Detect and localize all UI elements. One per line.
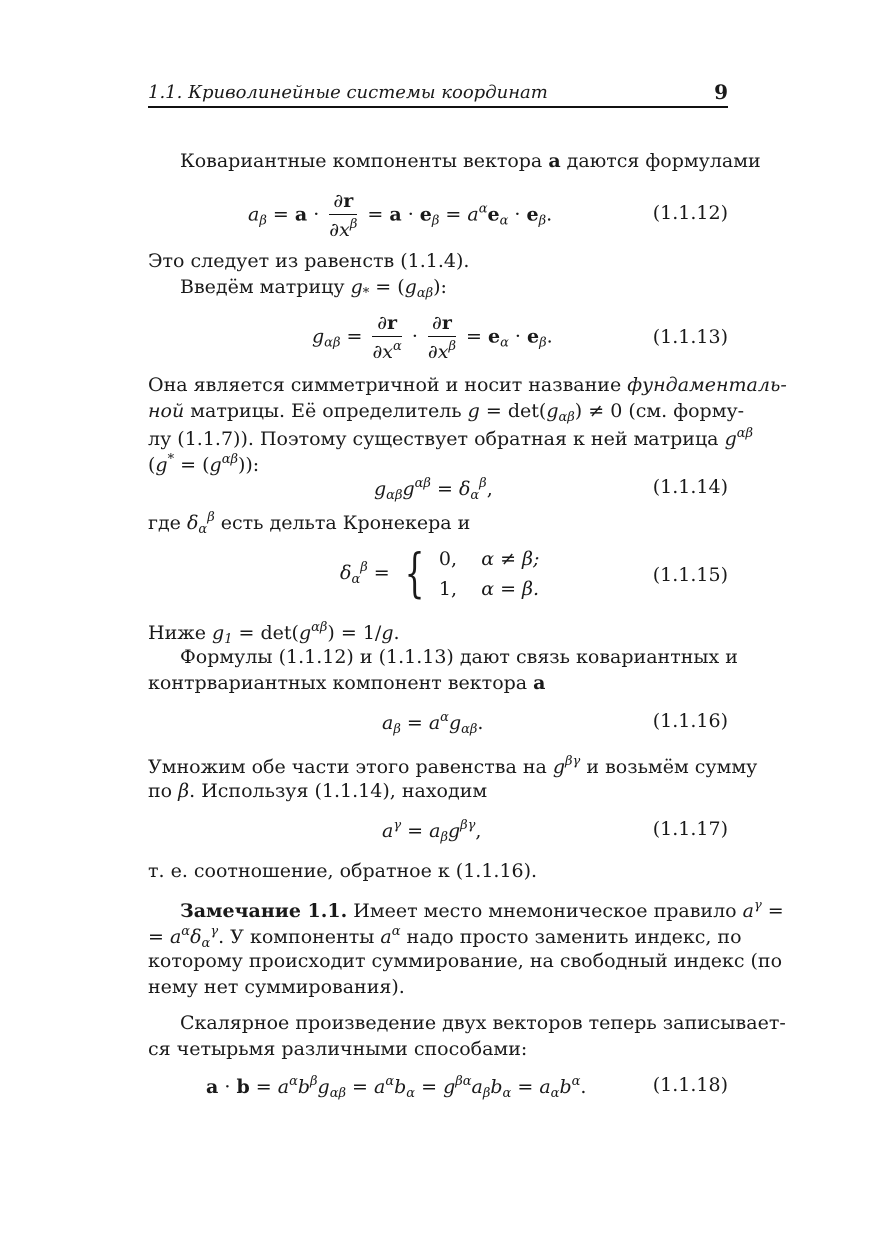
paragraph-matrix-intro: Введём матрицу $g_* = (g_{\alpha\beta})$: (180, 276, 447, 301)
equation-1-1-14: $g_{\alpha\beta}g^{\alpha\beta} = \delta_\alpha^\beta$, (374, 476, 493, 503)
paragraph-symmetric-1: Она является симметричной и носит название фундаменталь- (148, 374, 787, 396)
equation-1-1-12: $a_\beta = a$ · $\frac{\partial r}{\partial x^\beta}$ = $a \cdot e_\beta = a^\alpha e_\alpha \cdot e_\beta$. (248, 190, 553, 241)
equation-1-1-15: $\delta_\alpha^\beta$ = { 0, α ≠ β; 1, α = β. (340, 544, 540, 604)
paragraph-multiply-1: Умножим обе части этого равенства на $g^{\beta\gamma}$ и возьмём сумму (148, 754, 758, 778)
remark-line-2: = $a^\alpha\delta_\alpha^\gamma$. У компоненты $a^\alpha$ надо просто заменить индекс, по (148, 924, 742, 951)
equation-1-1-18: $a \cdot b = a^\alpha b^\beta g_{\alpha\beta} = a^\alpha b_\alpha = g^{\beta\alpha}a_\beta b_\alpha = a_\alpha b^\alpha$. (206, 1074, 587, 1101)
paragraph-covariant-intro: Ковариантные компоненты вектора a даются формулами (180, 150, 761, 172)
paragraph-follows: Это следует из равенств (1.1.4). (148, 250, 470, 272)
page-number: 9 (714, 80, 728, 104)
paragraph-symmetric-2: ной матрицы. Её определитель $g = \det(g_{\alpha\beta}) \ne 0$ (см. форму- (148, 400, 745, 425)
paragraph-inverse: т. е. соотношение, обратное к (1.1.16). (148, 860, 538, 882)
paragraph-kronecker: где $\delta_\alpha^\beta$ есть дельта Кронекера и (148, 510, 471, 537)
equation-number-1-1-17: (1.1.17) (652, 818, 728, 840)
paragraph-scalar-1: Скалярное произведение двух векторов теперь записывает- (180, 1012, 786, 1034)
equation-number-1-1-14: (1.1.14) (652, 476, 728, 498)
paragraph-multiply-2: по β. Используя (1.1.14), находим (148, 780, 488, 802)
paragraph-formulas-2: контрвариантных компонент вектора a (148, 672, 546, 694)
remark-title: Замечание 1.1. (180, 900, 348, 922)
equation-number-1-1-15: (1.1.15) (652, 564, 728, 586)
paragraph-formulas-1: Формулы (1.1.12) и (1.1.13) дают связь ковариантных и (180, 646, 738, 668)
remark-line-1: Замечание 1.1. Имеет место мнемоническое правило $a^\gamma$ = (180, 898, 784, 922)
running-title: 1.1. Криволинейные системы координат (148, 82, 548, 103)
equation-number-1-1-12: (1.1.12) (652, 202, 728, 224)
remark-line-3: которому происходит суммирование, на свободный индекс (по (148, 950, 783, 972)
equation-1-1-17: $a^\gamma = a_\beta g^{\beta\gamma}$, (382, 818, 482, 845)
paragraph-below: Ниже $g_1 = \det(g^{\alpha\beta}) = 1/g$. (148, 620, 400, 647)
equation-1-1-16: $a_\beta = a^\alpha g_{\alpha\beta}$. (382, 710, 484, 737)
paragraph-symmetric-4: $(g^* = (g^{\alpha\beta}))$: (148, 452, 260, 476)
equation-number-1-1-18: (1.1.18) (652, 1074, 728, 1096)
remark-line-4: нему нет суммирования). (148, 976, 405, 998)
equation-1-1-13: $g_{\alpha\beta}$ = $\frac{\partial r}{\partial x^\alpha}$ · $\frac{\partial r}{\partial x^\beta}$ = $e_\alpha \cdot e_\beta$. (312, 312, 553, 363)
paragraph-scalar-2: ся четырьмя различными способами: (148, 1038, 528, 1060)
paragraph-symmetric-3: лу (1.1.7)). Поэтому существует обратная к ней матрица $g^{\alpha\beta}$ (148, 426, 754, 450)
page-header (148, 80, 728, 108)
equation-number-1-1-13: (1.1.13) (652, 326, 728, 348)
equation-number-1-1-16: (1.1.16) (652, 710, 728, 732)
